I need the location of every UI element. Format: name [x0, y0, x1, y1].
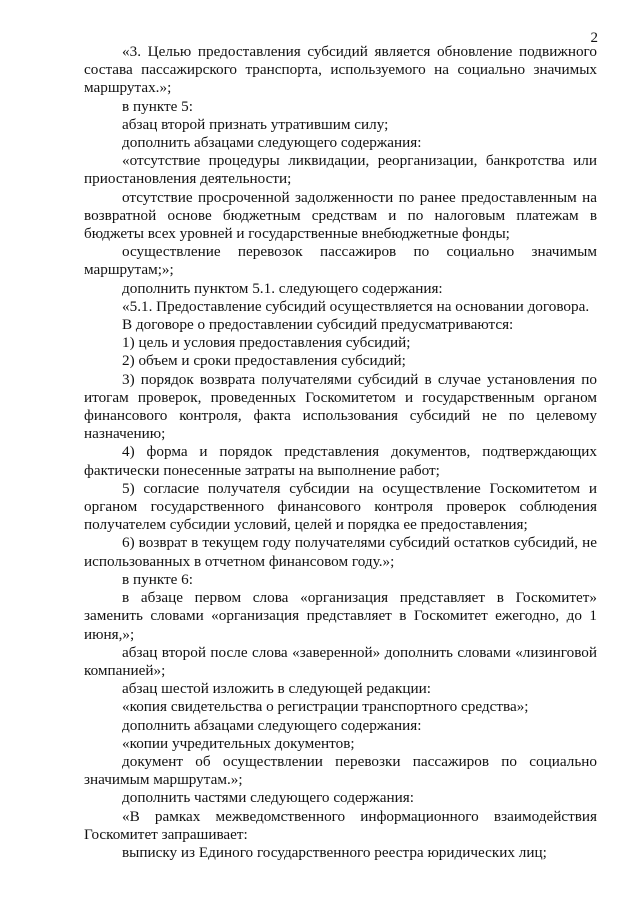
- paragraph: «В рамках межведомственного информационного взаимодействия Госкомитет запрашивает:: [84, 807, 597, 843]
- paragraph: «5.1. Предоставление субсидий осуществляется на основании договора.: [122, 297, 590, 315]
- list-item: 2) объем и сроки предоставления субсидий;: [122, 352, 406, 370]
- paragraph: в пункте 6:: [122, 570, 193, 588]
- paragraph: абзац второй признать утратившим силу;: [122, 115, 389, 133]
- paragraph: «копии учредительных документов;: [122, 734, 355, 752]
- paragraph: абзац второй после слова «заверенной» дополнить словами «лизинговой компанией»;: [84, 643, 597, 679]
- list-item: 6) возврат в текущем году получателями субсидий остатков субсидий, не использованных в отчетном финансовом году.»;: [84, 534, 597, 570]
- paragraph: В договоре о предоставлении субсидий предусматриваются:: [122, 316, 514, 334]
- paragraph: выписку из Единого государственного реестра юридических лиц;: [122, 843, 547, 861]
- page-number: 2: [590, 30, 598, 46]
- paragraph: в абзаце первом слова «организация представляет в Госкомитет» заменить словами «организация представляет в Госкомитет ежегодно, до 1 июня,»;: [84, 589, 597, 643]
- paragraph: дополнить пунктом 5.1. следующего содержания:: [122, 279, 443, 297]
- paragraph: осуществление перевозок пассажиров по социально значимым маршрутам;»;: [84, 243, 597, 279]
- paragraph: «отсутствие процедуры ликвидации, реорганизации, банкротства или приостановления деятельности;: [84, 152, 597, 188]
- list-item: 3) порядок возврата получателями субсидий в случае установления по итогам проверок, проведенных Госкомитетом и государственным органом финансового контроля, факта использования субсидий не по целевому назначению;: [84, 370, 597, 443]
- paragraph: абзац шестой изложить в следующей редакции:: [122, 680, 431, 698]
- paragraph: отсутствие просроченной задолженности по ранее предоставленным на возвратной основе бюджетным средствам и по налоговым платежам в бюджеты всех уровней и государственные внебюджетные фонды;: [84, 188, 597, 243]
- list-item: 1) цель и условия предоставления субсидий;: [122, 334, 411, 352]
- paragraph: дополнить абзацами следующего содержания:: [122, 134, 422, 152]
- paragraph: дополнить абзацами следующего содержания:: [122, 716, 422, 734]
- paragraph: дополнить частями следующего содержания:: [122, 789, 414, 807]
- document-body: [84, 43, 597, 862]
- list-item: 5) согласие получателя субсидии на осуществление Госкомитетом и органом государственного финансового контроля проверок соблюдения получателем субсидии условий, целей и порядка ее предоставления;: [84, 479, 597, 534]
- paragraph: «копия свидетельства о регистрации транспортного средства»;: [122, 698, 529, 716]
- paragraph: в пункте 5:: [122, 97, 193, 115]
- paragraph: документ об осуществлении перевозки пассажиров по социально значимым маршрутам.»;: [84, 752, 597, 789]
- list-item: 4) форма и порядок представления документов, подтверждающих фактически понесенные затраты на выполнение работ;: [84, 443, 597, 479]
- paragraph: «3. Целью предоставления субсидий является обновление подвижного состава пассажирского транспорта, используемого на социально значимых маршрутах.»;: [84, 43, 597, 97]
